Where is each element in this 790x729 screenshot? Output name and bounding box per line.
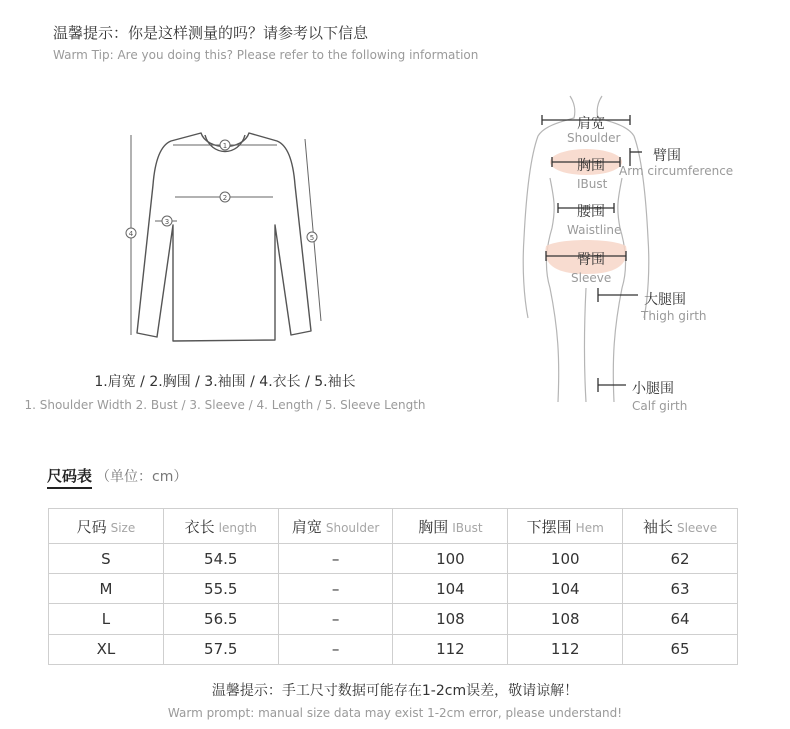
- cell-sleeve: 62: [623, 544, 738, 574]
- tip-subtitle: Warm Tip: Are you doing this? Please refer to the following information: [53, 48, 479, 62]
- bust-sublabel: IBust: [577, 177, 608, 191]
- shoulder-label: 肩宽: [577, 116, 605, 132]
- waist-sublabel: Waistline: [567, 223, 622, 237]
- cell-shoulder: –: [278, 604, 393, 634]
- cell-length: 55.5: [163, 574, 278, 604]
- table-header-row: [49, 509, 738, 544]
- cell-length: 56.5: [163, 604, 278, 634]
- hip-label: 臀围: [577, 252, 605, 268]
- calf-label: 小腿围: [632, 381, 674, 397]
- cell-sleeve: 65: [623, 634, 738, 664]
- hip-sublabel: Sleeve: [571, 271, 612, 285]
- size-chart-unit: （单位：cm）: [96, 469, 188, 485]
- cell-size: M: [49, 574, 164, 604]
- table-row: [49, 634, 738, 664]
- header-size: 尺码 Size: [49, 509, 164, 544]
- header-sleeve: 袖长 Sleeve: [623, 509, 738, 544]
- thigh-label: 大腿围: [644, 292, 686, 308]
- arm-sublabel: Arm circumference: [619, 164, 734, 178]
- tip-title: 温馨提示：你是这样测量的吗？请参考以下信息: [53, 24, 369, 42]
- cell-size: XL: [49, 634, 164, 664]
- size-table: [48, 508, 738, 665]
- marker-1-label: 1: [222, 142, 228, 150]
- cell-bust: 112: [393, 634, 508, 664]
- cell-hem: 108: [508, 604, 623, 634]
- cell-shoulder: –: [278, 544, 393, 574]
- thigh-sublabel: Thigh girth: [641, 309, 707, 323]
- marker-5-label: 5: [309, 234, 315, 242]
- shirt-legend-en: 1. Shoulder Width 2. Bust / 3. Sleeve / 4. Length / 5. Sleeve Length: [24, 398, 426, 412]
- size-chart-heading: [47, 465, 187, 486]
- cell-hem: 100: [508, 544, 623, 574]
- cell-bust: 104: [393, 574, 508, 604]
- cell-sleeve: 64: [623, 604, 738, 634]
- bust-label: 胸围: [577, 158, 605, 174]
- header-length: 衣长 length: [163, 509, 278, 544]
- shirt-measurement-diagram: [115, 125, 325, 347]
- marker-4-label: 4: [128, 230, 134, 238]
- size-chart-title: 尺码表: [47, 467, 92, 489]
- cell-size: L: [49, 604, 164, 634]
- header-bust: 胸围 IBust: [393, 509, 508, 544]
- waist-label: 腰围: [577, 204, 605, 220]
- marker-2-label: 2: [222, 194, 228, 202]
- cell-bust: 108: [393, 604, 508, 634]
- header-hem: 下摆围 Hem: [508, 509, 623, 544]
- arm-label: 臂围: [653, 148, 681, 164]
- cell-length: 57.5: [163, 634, 278, 664]
- table-row: [49, 574, 738, 604]
- footer-note-zh: 温馨提示：手工尺寸数据可能存在1-2cm误差，敬请谅解！: [211, 683, 579, 699]
- header-shoulder: 肩宽 Shoulder: [278, 509, 393, 544]
- cell-shoulder: –: [278, 574, 393, 604]
- cell-hem: 112: [508, 634, 623, 664]
- table-row: [49, 604, 738, 634]
- cell-hem: 104: [508, 574, 623, 604]
- cell-length: 54.5: [163, 544, 278, 574]
- marker-3-label: 3: [164, 218, 170, 226]
- cell-bust: 100: [393, 544, 508, 574]
- table-row: [49, 544, 738, 574]
- cell-shoulder: –: [278, 634, 393, 664]
- cell-size: S: [49, 544, 164, 574]
- cell-sleeve: 63: [623, 574, 738, 604]
- shirt-legend-zh: 1.肩宽 / 2.胸围 / 3.袖围 / 4.衣长 / 5.袖长: [94, 374, 356, 390]
- shoulder-sublabel: Shoulder: [567, 131, 621, 145]
- calf-sublabel: Calf girth: [632, 399, 688, 413]
- footer-note-en: Warm prompt: manual size data may exist 1-2cm error, please understand!: [167, 706, 623, 720]
